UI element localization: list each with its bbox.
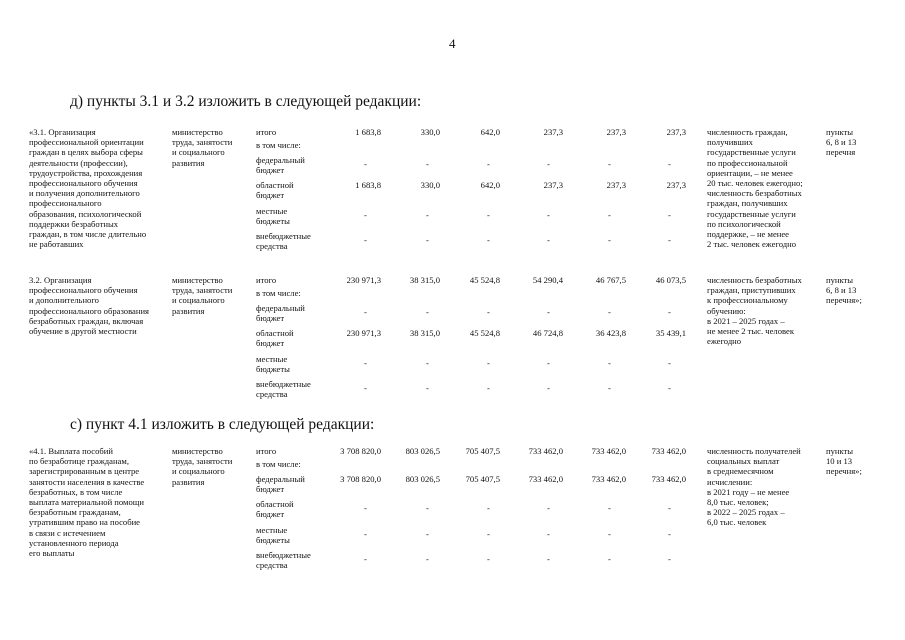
funding-value: 705 407,5 [465,474,500,484]
funding-value: 237,3 [606,180,626,190]
funding-value: - [608,235,611,245]
funding-value: - [608,383,611,393]
funding-source-label: федеральный бюджет [256,303,305,324]
indicator: численность безработных граждан, приступивших к профессиональному обучению: в 2021 – 2025 годах – не менее 2 тыс. человек ежегодно [707,275,802,347]
funding-value: - [426,159,429,169]
funding-value: 705 407,5 [465,446,500,456]
funding-value: - [487,554,490,564]
funding-value: 733 462,0 [651,446,686,456]
funding-value: - [487,529,490,539]
funding-value: - [487,503,490,513]
funding-source-label: местные бюджеты [256,525,290,546]
funding-value: - [668,235,671,245]
funding-value: 1 683,8 [355,180,381,190]
funding-value: - [608,503,611,513]
indicator: численность граждан, получивших государственные услуги по профессиональной ориентации, – не менее 20 тыс. человек ежегодно; численность безработных граждан, получивших государственные услуги по психологической поддержке, – не менее 2 тыс. человек ежегодно [707,127,803,250]
funding-source-label: областной бюджет [256,328,294,349]
funding-value: - [608,529,611,539]
program-points: пункты 6, 8 и 13 перечня [826,127,857,158]
funding-value: - [608,554,611,564]
funding-value: - [547,235,550,245]
funding-value: - [668,554,671,564]
funding-value: - [364,383,367,393]
funding-value: 733 462,0 [591,446,626,456]
funding-value: 733 462,0 [651,474,686,484]
funding-source-label: местные бюджеты [256,354,290,375]
funding-value: 237,3 [543,127,563,137]
funding-value: 803 026,5 [405,474,440,484]
funding-value: - [608,159,611,169]
funding-value: - [426,307,429,317]
funding-value: - [364,307,367,317]
funding-source-label: итого [256,446,277,456]
funding-value: - [364,358,367,368]
funding-source-label: областной бюджет [256,180,294,201]
funding-value: 46 073,5 [655,275,686,285]
funding-value: 45 524,8 [469,275,500,285]
funding-value: - [668,358,671,368]
funding-value: - [487,307,490,317]
funding-value: 237,3 [666,180,686,190]
funding-source-label: в том числе: [256,140,301,150]
funding-value: - [547,554,550,564]
funding-value: 35 439,1 [655,328,686,338]
funding-value: 642,0 [480,180,500,190]
event-name: «4.1. Выплата пособий по безработице гражданам, зарегистрированным в центре занятости населения в качестве безработных, в том числе выплата материальной помощи безработным гражданам, утратившим право на пособие в связи с истечением установленного периода его выплаты [29,446,145,559]
funding-value: 803 026,5 [405,446,440,456]
funding-value: 38 315,0 [409,328,440,338]
funding-value: - [608,358,611,368]
funding-value: - [487,210,490,220]
funding-value: - [668,503,671,513]
funding-source-label: внебюджетные средства [256,379,311,400]
funding-value: - [426,210,429,220]
funding-source-label: внебюджетные средства [256,550,311,571]
funding-value: - [487,358,490,368]
funding-value: - [426,503,429,513]
funding-value: - [426,358,429,368]
funding-value: 330,0 [420,180,440,190]
funding-value: - [364,235,367,245]
funding-value: - [547,358,550,368]
funding-value: - [487,159,490,169]
funding-source-label: итого [256,275,277,285]
funding-source-label: в том числе: [256,288,301,298]
section-heading-e: с) пункт 4.1 изложить в следующей редакции: [70,416,375,433]
funding-value: 733 462,0 [528,446,563,456]
funding-value: - [547,529,550,539]
funding-value: 237,3 [543,180,563,190]
page-number: 4 [449,36,456,51]
executor: министерство труда, занятости и социального развития [172,127,233,168]
funding-value: 3 708 820,0 [340,446,381,456]
executor: министерство труда, занятости и социального развития [172,446,233,487]
funding-value: - [487,235,490,245]
funding-value: 237,3 [606,127,626,137]
funding-value: - [364,529,367,539]
funding-value: 46 767,5 [595,275,626,285]
funding-source-label: внебюджетные средства [256,231,311,252]
funding-value: - [426,383,429,393]
event-name: «3.1. Организация профессиональной ориентации граждан в целях выбора сферы деятельности (профессии), трудоустройства, прохождения профессионального обучения и получения дополнительного профессионального образования, психологической поддержки безработных граждан, в том числе длительно не работавших [29,127,147,250]
funding-value: 230 971,3 [346,275,381,285]
funding-value: - [547,383,550,393]
funding-value: - [547,503,550,513]
funding-value: - [608,210,611,220]
funding-value: - [668,159,671,169]
funding-value: - [547,210,550,220]
indicator: численность получателей социальных выплат в среднемесячном исчислении: в 2021 году – не менее 8,0 тыс. человек; в 2022 – 2025 годах – 6,0 тыс. человек [707,446,801,528]
funding-source-label: в том числе: [256,459,301,469]
funding-value: - [426,529,429,539]
event-name: 3.2. Организация профессионального обучения и дополнительного профессионального образования безработных граждан, включая обучение в другой местности [29,275,149,337]
funding-value: 237,3 [666,127,686,137]
executor: министерство труда, занятости и социального развития [172,275,233,316]
funding-value: 54 290,4 [532,275,563,285]
funding-source-label: итого [256,127,277,137]
section-heading-d: д) пункты 3.1 и 3.2 изложить в следующей редакции: [70,93,422,110]
funding-value: - [668,307,671,317]
funding-value: - [364,159,367,169]
program-points: пункты 6, 8 и 13 перечня»; [826,275,862,306]
funding-source-label: областной бюджет [256,499,294,520]
funding-value: - [547,159,550,169]
funding-value: - [487,383,490,393]
funding-value: - [364,503,367,513]
funding-value: - [668,210,671,220]
funding-value: - [426,554,429,564]
funding-value: - [426,235,429,245]
program-points: пункты 10 и 13 перечня»; [826,446,862,477]
funding-value: 3 708 820,0 [340,474,381,484]
funding-value: - [364,554,367,564]
funding-source-label: федеральный бюджет [256,155,305,176]
funding-value: 330,0 [420,127,440,137]
funding-source-label: федеральный бюджет [256,474,305,495]
funding-value: 733 462,0 [591,474,626,484]
funding-value: 733 462,0 [528,474,563,484]
funding-value: 642,0 [480,127,500,137]
funding-value: - [668,383,671,393]
funding-value: - [608,307,611,317]
funding-value: 45 524,8 [469,328,500,338]
funding-value: 1 683,8 [355,127,381,137]
funding-value: - [364,210,367,220]
funding-source-label: местные бюджеты [256,206,290,227]
funding-value: 38 315,0 [409,275,440,285]
funding-value: 230 971,3 [346,328,381,338]
funding-value: 36 423,8 [595,328,626,338]
funding-value: 46 724,8 [532,328,563,338]
funding-value: - [547,307,550,317]
funding-value: - [668,529,671,539]
